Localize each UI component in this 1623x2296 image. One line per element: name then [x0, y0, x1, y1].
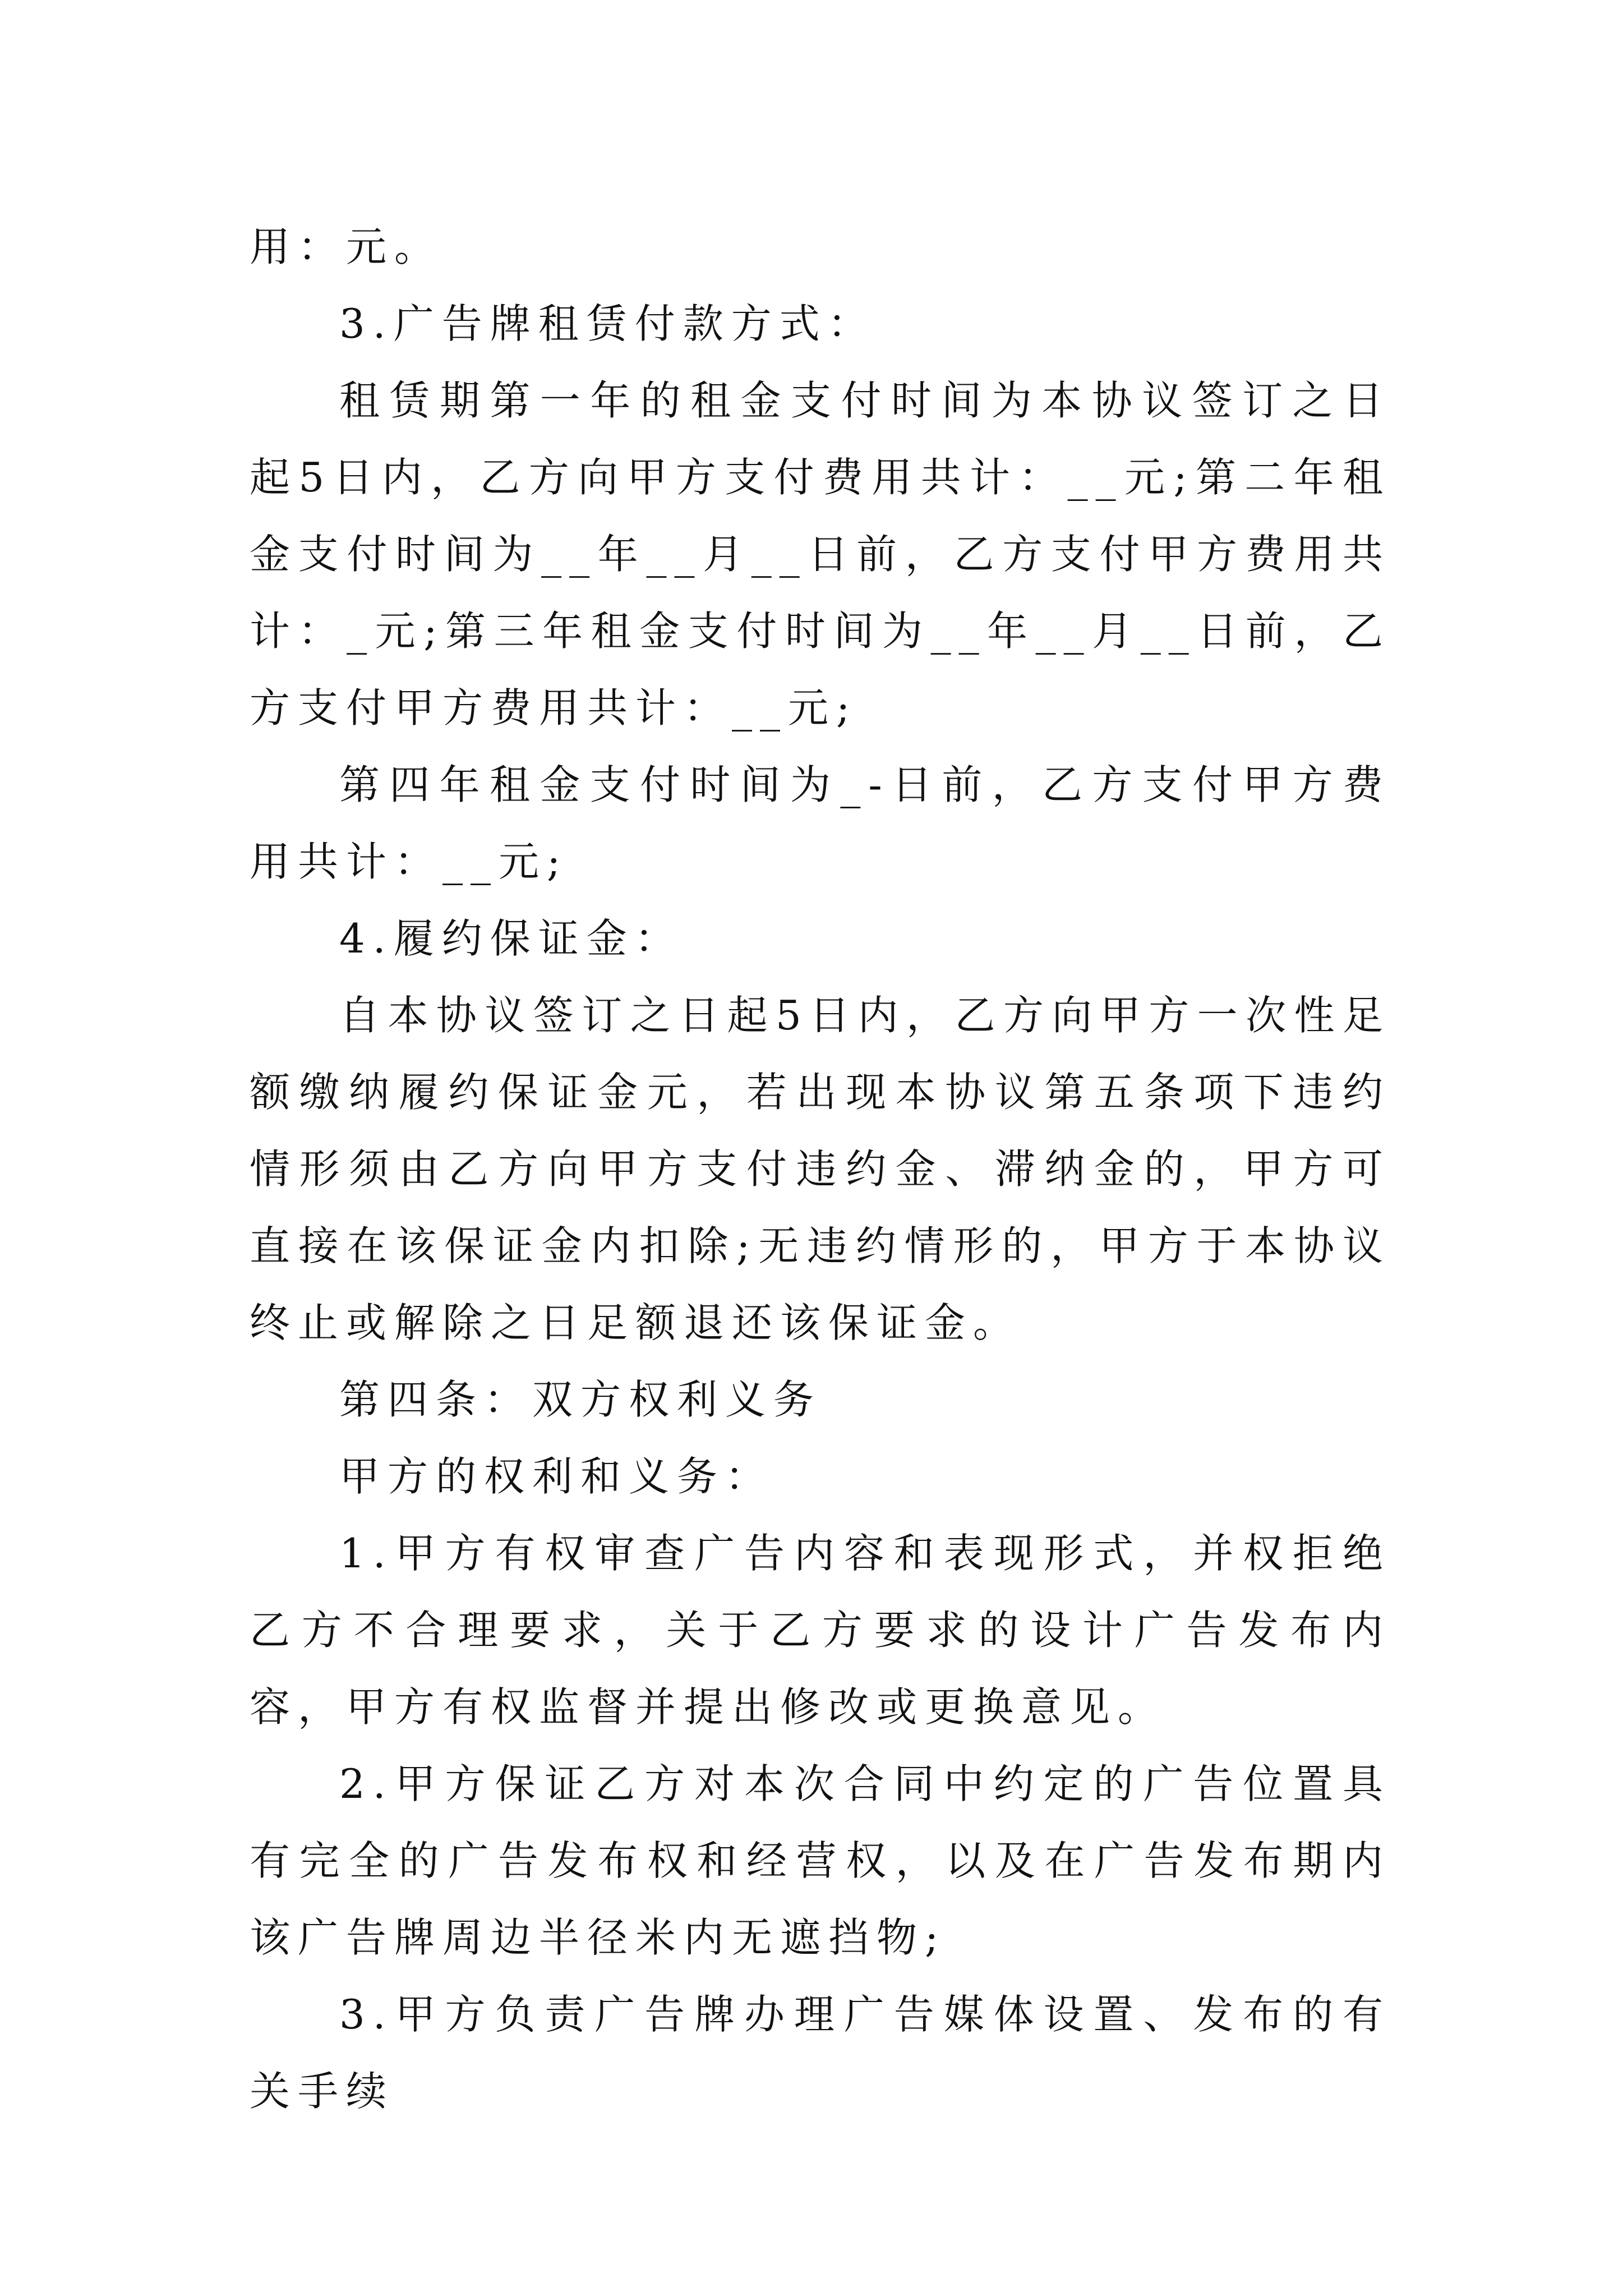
paragraph-payment-schedule: 租赁期第一年的租金支付时间为本协议签订之日起5日内，乙方向甲方支付费用共计：__元;第二年租金支付时间为__年__月__日前，乙方支付甲方费用共计：_元;第三年租金支付时间为__年__月__日前，乙方支付甲方费用共计：__元;	[250, 377, 1391, 731]
paragraph-deposit-terms: 自本协议签订之日起5日内，乙方向甲方一次性足额缴纳履约保证金元，若出现本协议第五条项下违约情形须由乙方向甲方支付违约金、滞纳金的，甲方可直接在该保证金内扣除;无违约情形的，甲方于本协议终止或解除之日足额退还该保证金。	[250, 992, 1391, 1346]
paragraph-party-a-rights-heading: 甲方的权利和义务：	[339, 1453, 774, 1500]
paragraph-party-a-right-2: 2.甲方保证乙方对本次合同中约定的广告位置具有完全的广告发布权和经营权，以及在广告发布期内该广告牌周边半径米内无遮挡物;	[250, 1760, 1391, 1961]
paragraph-party-a-right-3: 3.甲方负责广告牌办理广告媒体设置、发布的有关手续	[250, 1991, 1391, 2115]
paragraph-deposit-heading: 4.履约保证金：	[339, 915, 683, 962]
paragraph-fee-continuation: 用：元。	[250, 223, 443, 270]
paragraph-party-a-right-1: 1.甲方有权审查广告内容和表现形式，并权拒绝乙方不合理要求，关于乙方要求的设计广告发布内容，甲方有权监督并提出修改或更换意见。	[250, 1530, 1391, 1731]
paragraph-payment-method-heading: 3.广告牌租赁付款方式：	[339, 300, 876, 347]
paragraph-article-four-heading: 第四条：双方权利义务	[339, 1376, 822, 1423]
document-body	[250, 209, 1391, 2130]
paragraph-fourth-year-payment: 第四年租金支付时间为_-日前，乙方支付甲方费用共计：__元;	[250, 761, 1391, 885]
